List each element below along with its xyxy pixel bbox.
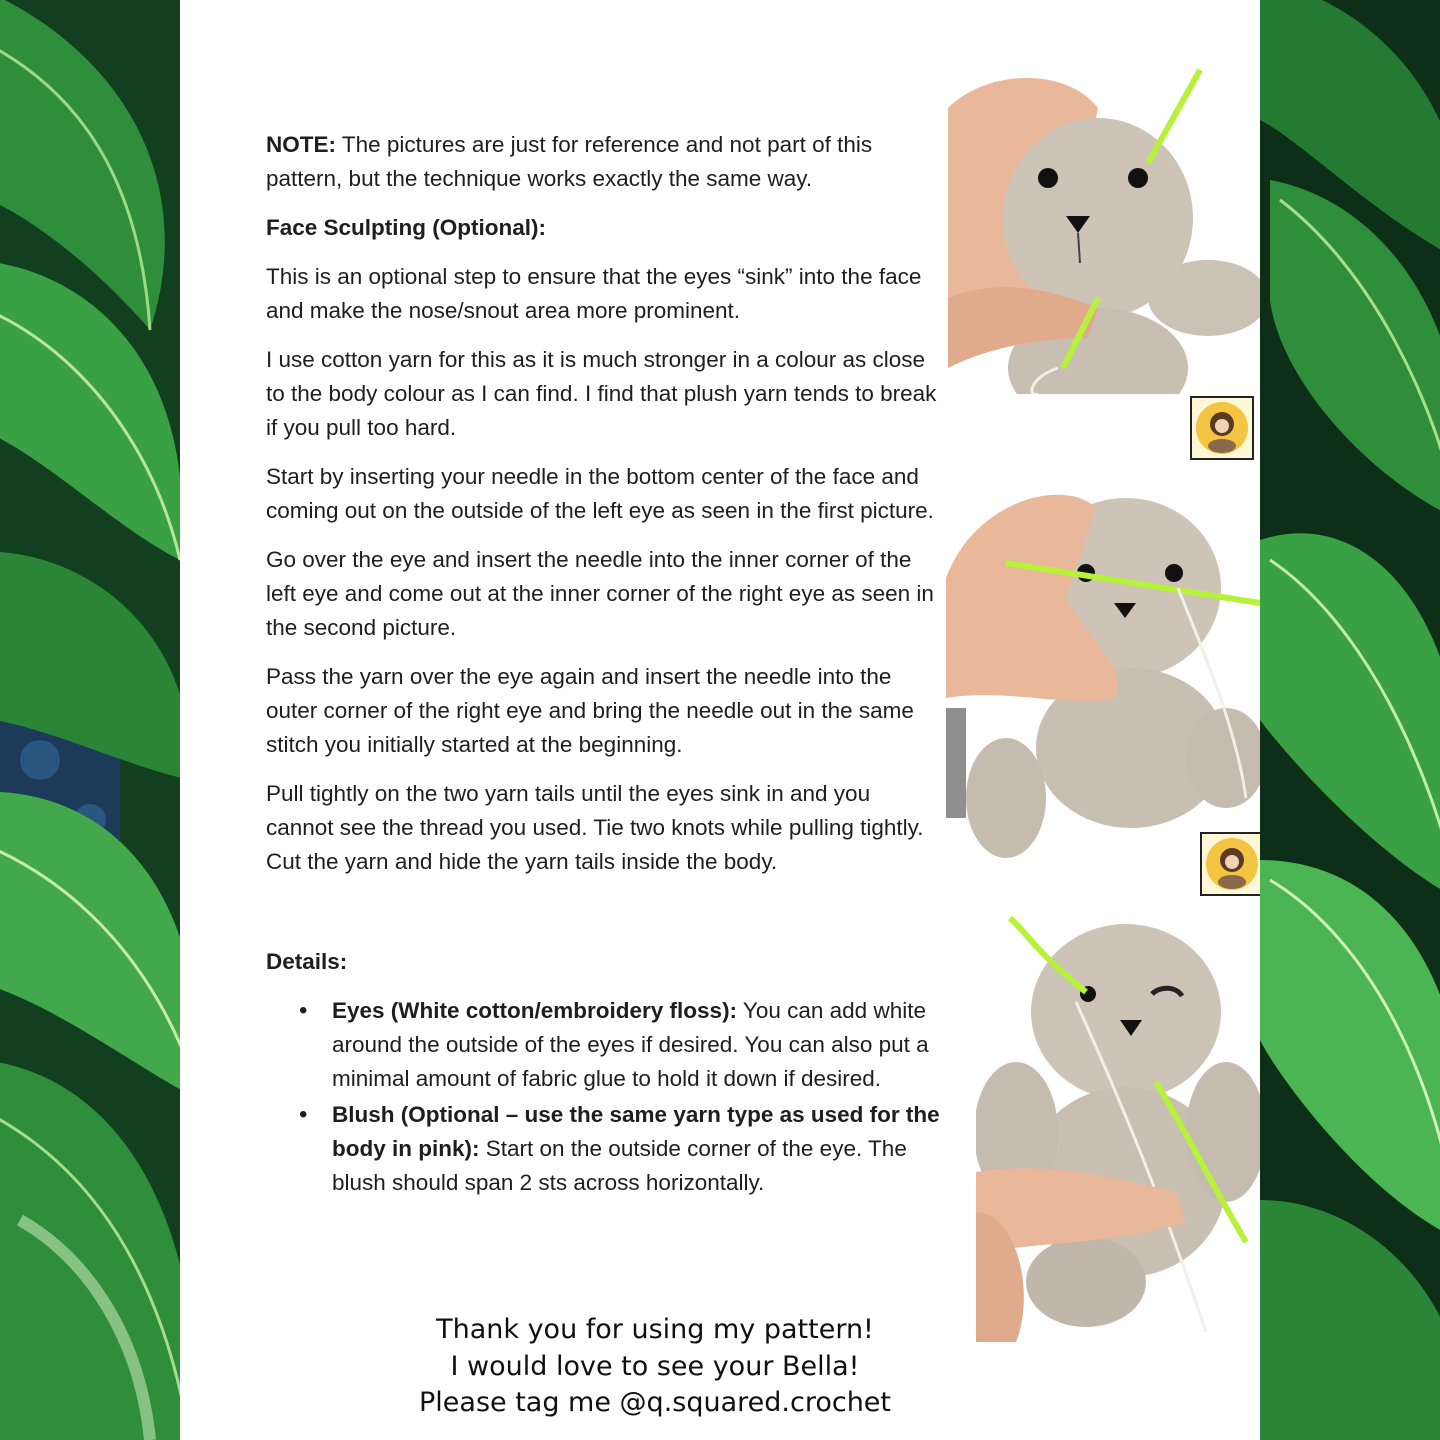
thank-you-message (350, 1312, 960, 1422)
photo-step-1 (948, 68, 1260, 394)
details-item-label: Blush (Optional – use the same yarn type as used for the body in pink): (332, 1102, 940, 1161)
pattern-page (180, 0, 1260, 1440)
details-item-text: You can add white around the outside of the eyes if desired. You can also put a minimal amount of fabric glue to hold it down if desired. (332, 998, 929, 1091)
instruction-paragraph: Start by inserting your needle in the bottom center of the face and coming out on the outside of the left eye as seen in the first picture. (266, 464, 934, 523)
instruction-paragraph: I use cotton yarn for this as it is much stronger in a colour as close to the body colour as I can find. I find that plush yarn tends to break if you pull too hard. (266, 347, 937, 440)
note-paragraph (266, 128, 938, 196)
right-leaf-background (1260, 0, 1440, 1440)
logo-badge (1200, 832, 1260, 896)
instruction-paragraph: This is an optional step to ensure that the eyes “sink” into the face and make the nose/snout area more prominent. (266, 264, 922, 323)
thanks-line: Thank you for using my pattern! (436, 1314, 874, 1345)
face-sculpting-heading: Face Sculpting (Optional): (266, 215, 546, 240)
details-heading: Details: (266, 949, 348, 974)
left-leaf-background (0, 0, 180, 1440)
details-item-text: Start on the outside corner of the eye. The blush should span 2 sts across horizontally. (332, 1136, 907, 1195)
thanks-line: Please tag me @q.squared.crochet (419, 1387, 891, 1418)
details-item-blush (332, 1098, 952, 1200)
details-item-label: Eyes (White cotton/embroidery floss): (332, 998, 738, 1023)
note-text: The pictures are just for reference and not part of this pattern, but the technique works exactly the same way. (266, 132, 873, 191)
details-list (266, 994, 952, 1200)
instruction-paragraph: Pass the yarn over the eye again and insert the needle into the outer corner of the right eye and bring the needle out in the same stitch you initially started at the beginning. (266, 664, 914, 757)
pattern-text (266, 128, 938, 1202)
logo-badge (1190, 396, 1254, 460)
instruction-paragraph: Pull tightly on the two yarn tails until the eyes sink in and you cannot see the thread you used. Tie two knots while pulling tightly. Cut the yarn and hide the yarn tails inside the body. (266, 781, 924, 874)
thanks-line: I would love to see your Bella! (450, 1350, 860, 1382)
photo-step-2 (946, 478, 1260, 868)
photo-step-3 (976, 912, 1260, 1342)
instruction-paragraph: Go over the eye and insert the needle into the inner corner of the left eye and come out at the inner corner of the right eye as seen in the second picture. (266, 547, 934, 640)
note-label: NOTE: (266, 132, 336, 157)
details-item-eyes (332, 994, 952, 1096)
